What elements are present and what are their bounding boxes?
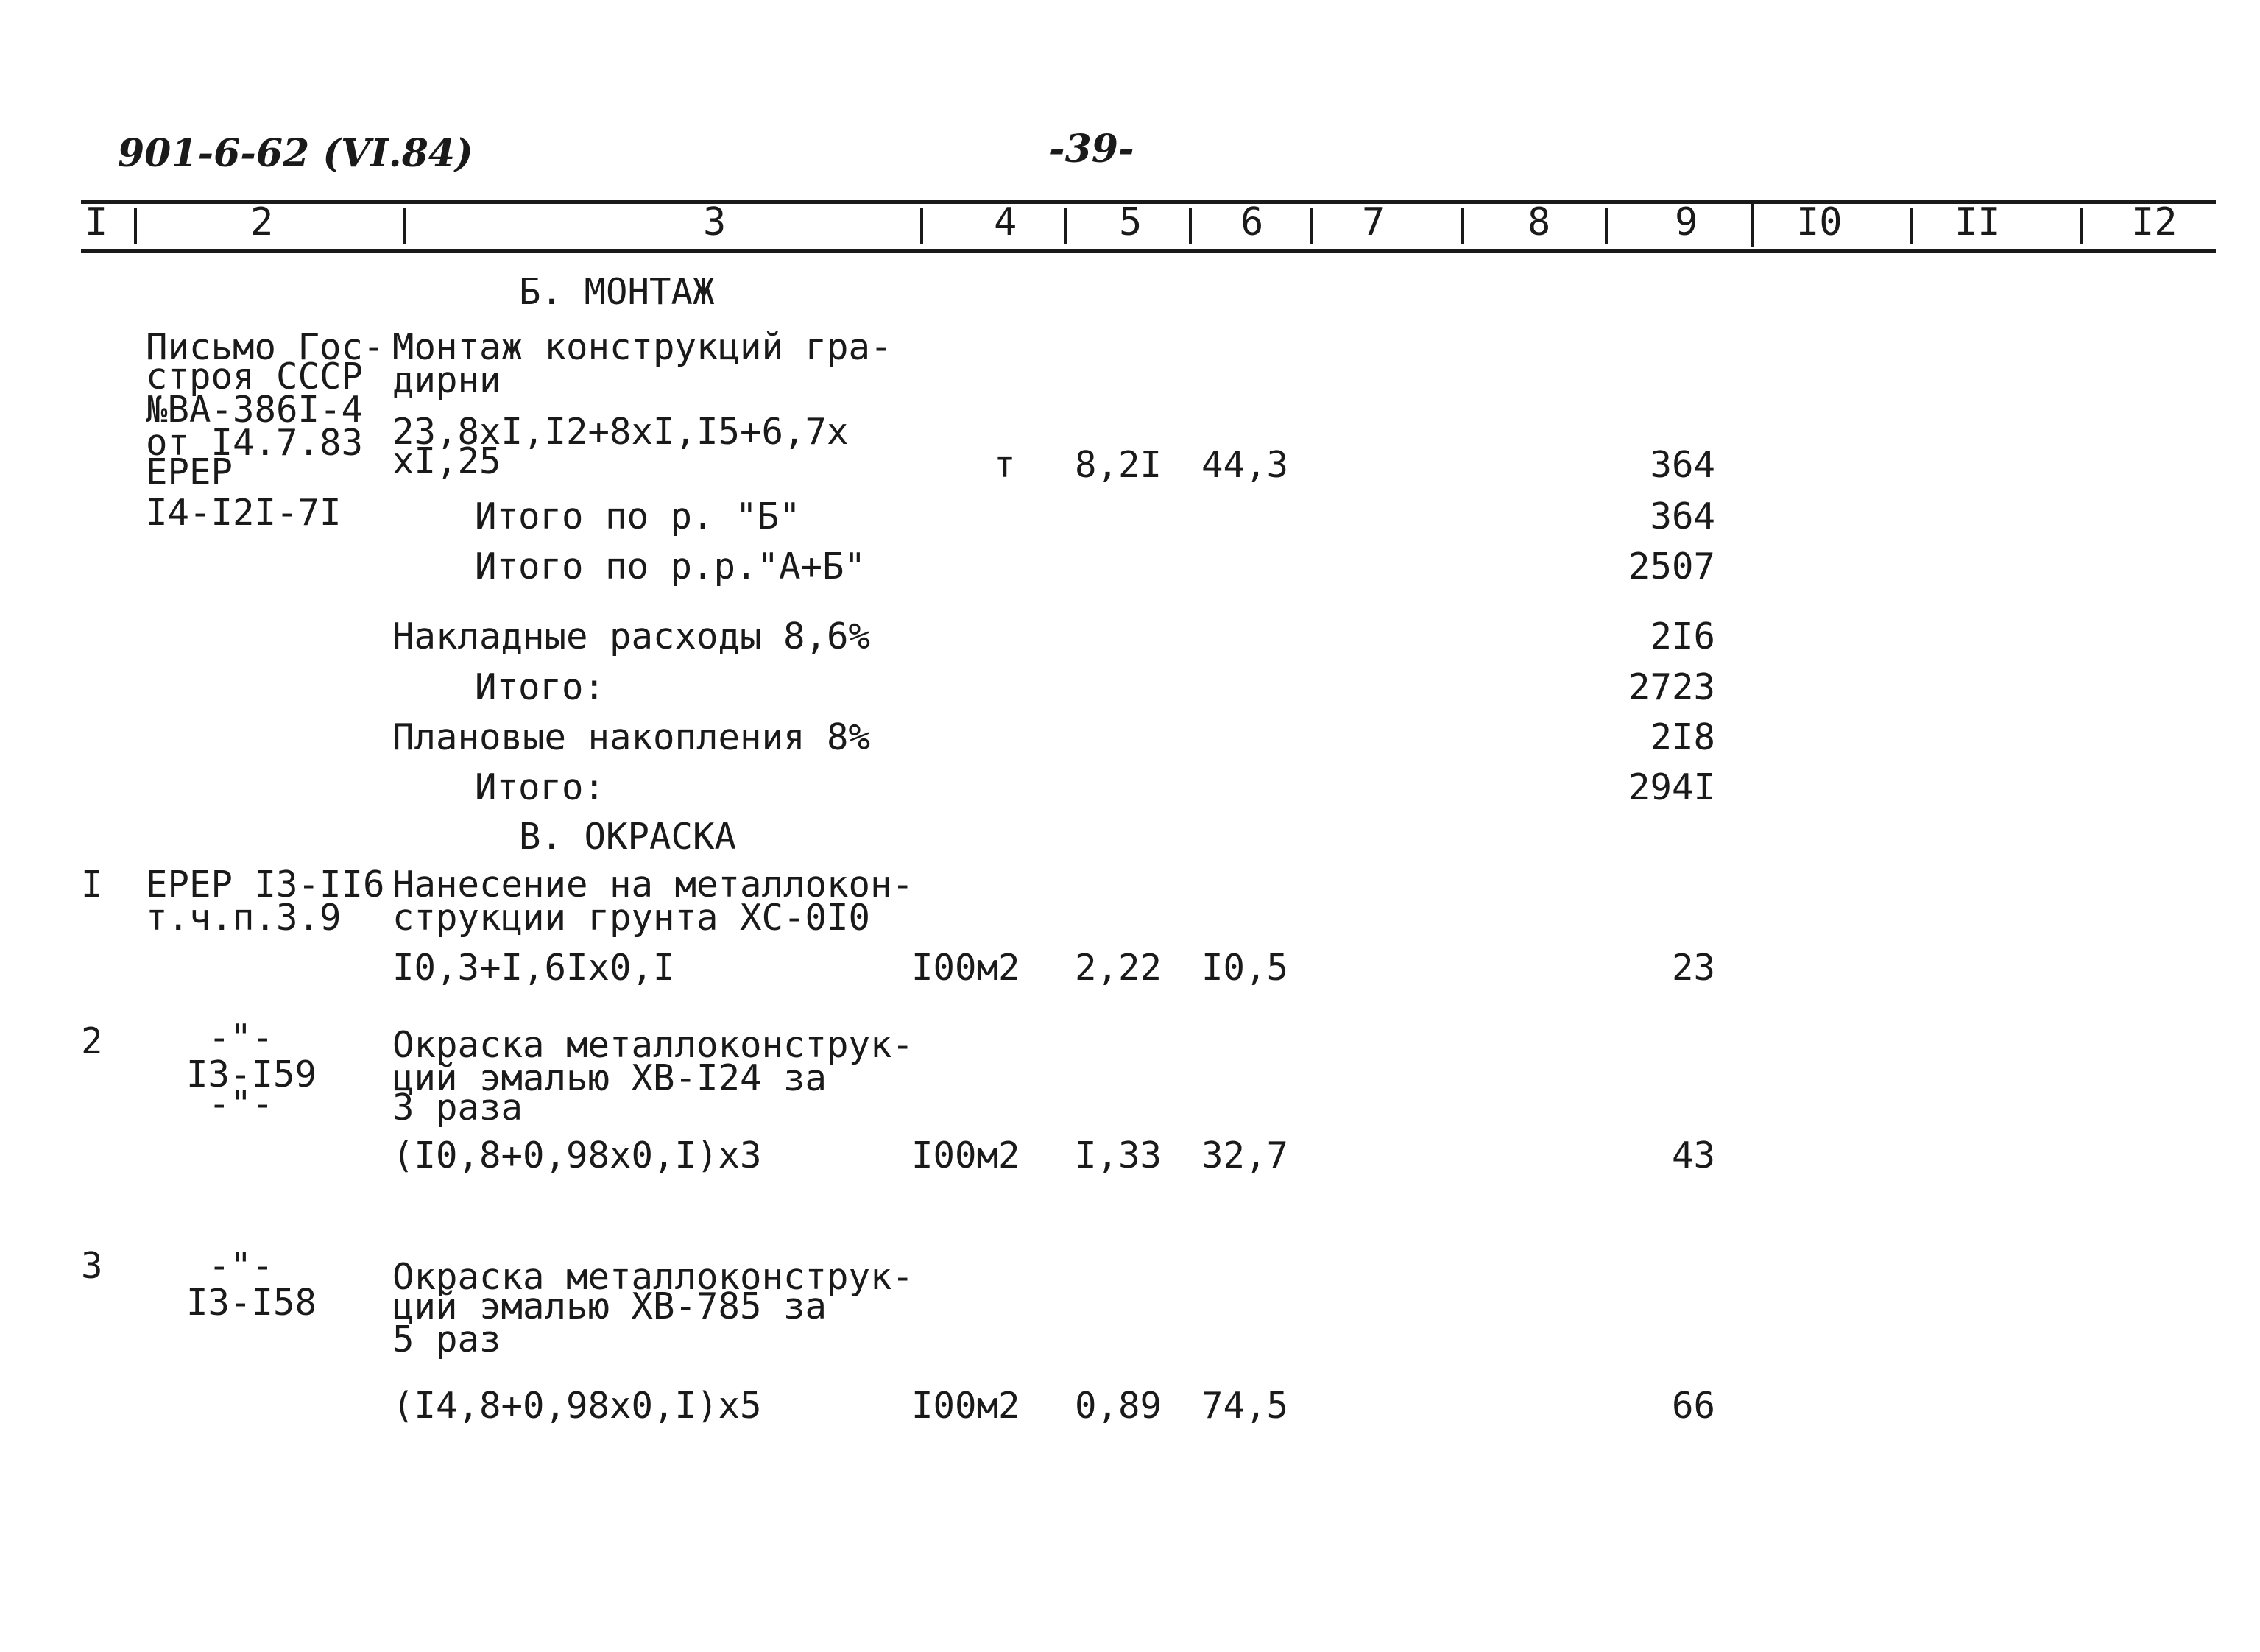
reference-line: -"- xyxy=(208,1083,274,1125)
reference-line: т.ч.п.3.9 xyxy=(146,897,342,939)
column-separator xyxy=(1751,202,1754,247)
sum-cell: 66 xyxy=(1671,1385,1715,1427)
column-separator xyxy=(2080,208,2083,244)
document-code: 901-6-62 (VI.84) xyxy=(118,131,473,176)
column-separator xyxy=(1064,208,1067,244)
total-value: 2723 xyxy=(1628,666,1715,708)
column-header-6: 6 xyxy=(1240,200,1264,244)
item-number: 2 xyxy=(81,1020,103,1062)
reference-line: I3-I58 xyxy=(186,1282,317,1324)
column-header-8: 8 xyxy=(1528,200,1551,244)
total-label: Итого по р.р."А+Б" xyxy=(475,546,866,587)
total-value: 364 xyxy=(1650,495,1715,537)
column-separator xyxy=(1189,208,1192,244)
reference-line: №ВА-386I-4 xyxy=(146,389,364,431)
unit-cell: I00м2 xyxy=(911,1134,1020,1176)
planned-savings-label: Плановые накопления 8% xyxy=(392,716,871,758)
price-cell: 8,2I xyxy=(1075,444,1162,486)
reference-line: ЕРЕР xyxy=(146,451,233,493)
column-header-9: 9 xyxy=(1675,200,1698,244)
work-description: Окраска металлоконструк- xyxy=(392,1024,914,1066)
work-description: ций эмалью ХВ-I24 за xyxy=(392,1057,827,1099)
sum-cell: 364 xyxy=(1650,444,1715,486)
total-value: 2507 xyxy=(1628,546,1715,587)
work-description: 5 раз xyxy=(392,1319,501,1360)
column-header-12: I2 xyxy=(2131,200,2178,244)
page-number: -39- xyxy=(1049,127,1134,172)
column-header-4: 4 xyxy=(994,200,1017,244)
volume-formula: (I4,8+0,98х0,I)х5 xyxy=(392,1385,762,1427)
total-value: 294I xyxy=(1628,766,1715,808)
column-separator xyxy=(1461,208,1464,244)
reference-line: Письмо Гос- xyxy=(146,326,385,368)
sum-cell: 23 xyxy=(1671,947,1715,989)
work-description: струкции грунта ХС-0I0 xyxy=(392,897,871,939)
work-description: дирни xyxy=(392,359,501,401)
column-separator xyxy=(920,208,923,244)
reference-line: ЕРЕР I3-II6 xyxy=(146,864,385,906)
section-title-montage: Б. МОНТАЖ xyxy=(519,271,715,313)
reference-line: от I4.7.83 xyxy=(146,422,364,464)
header-bottom-rule xyxy=(81,249,2216,253)
column-separator xyxy=(1310,208,1313,244)
price-cell: I,33 xyxy=(1075,1134,1162,1176)
reference-line: -"- xyxy=(208,1017,274,1059)
reference-line: I3-I59 xyxy=(186,1053,317,1095)
volume-formula: 23,8хI,I2+8хI,I5+6,7х xyxy=(392,411,849,453)
total-label: Итого по р. "Б" xyxy=(475,495,801,537)
planned-savings-value: 2I8 xyxy=(1650,716,1715,758)
column-header-10: I0 xyxy=(1796,200,1843,244)
unit-cell: I00м2 xyxy=(911,947,1020,989)
section-title-painting: В. ОКРАСКА xyxy=(519,816,737,858)
work-description: Нанесение на металлокон- xyxy=(392,864,914,906)
column-separator xyxy=(403,208,406,244)
column-header-5: 5 xyxy=(1119,200,1143,244)
volume-formula: I0,3+I,6Iх0,I xyxy=(392,947,675,989)
work-description: ций эмалью ХВ-785 за xyxy=(392,1285,827,1327)
unit-cell: т xyxy=(994,444,1016,486)
reference-line: -"- xyxy=(208,1245,274,1287)
column-header-11: II xyxy=(1954,200,2001,244)
reference-line: строя СССР xyxy=(146,356,364,398)
column-header-7: 7 xyxy=(1362,200,1385,244)
column-separator xyxy=(1910,208,1913,244)
total-label: Итого: xyxy=(475,766,606,808)
reference-line: I4-I2I-7I xyxy=(146,492,342,534)
column-header-3: 3 xyxy=(703,200,727,244)
quantity-cell: I0,5 xyxy=(1201,947,1289,989)
quantity-cell: 74,5 xyxy=(1201,1385,1289,1427)
overhead-label: Накладные расходы 8,6% xyxy=(392,615,871,657)
column-header-1: I xyxy=(85,200,108,244)
work-description: Окраска металлоконструк- xyxy=(392,1256,914,1298)
unit-cell: I00м2 xyxy=(911,1385,1020,1427)
item-number: I xyxy=(81,864,103,906)
column-header-2: 2 xyxy=(250,200,274,244)
column-separator xyxy=(134,208,137,244)
quantity-cell: 32,7 xyxy=(1201,1134,1289,1176)
volume-formula: хI,25 xyxy=(392,440,501,482)
header-top-rule xyxy=(81,200,2216,204)
price-cell: 2,22 xyxy=(1075,947,1162,989)
price-cell: 0,89 xyxy=(1075,1385,1162,1427)
quantity-cell: 44,3 xyxy=(1201,444,1289,486)
sum-cell: 43 xyxy=(1671,1134,1715,1176)
total-label: Итого: xyxy=(475,666,606,708)
volume-formula: (I0,8+0,98х0,I)х3 xyxy=(392,1134,762,1176)
column-separator xyxy=(1605,208,1608,244)
work-description: Монтаж конструкций гра- xyxy=(392,326,892,368)
overhead-value: 2I6 xyxy=(1650,615,1715,657)
item-number: 3 xyxy=(81,1245,103,1287)
work-description: 3 раза xyxy=(392,1087,523,1129)
